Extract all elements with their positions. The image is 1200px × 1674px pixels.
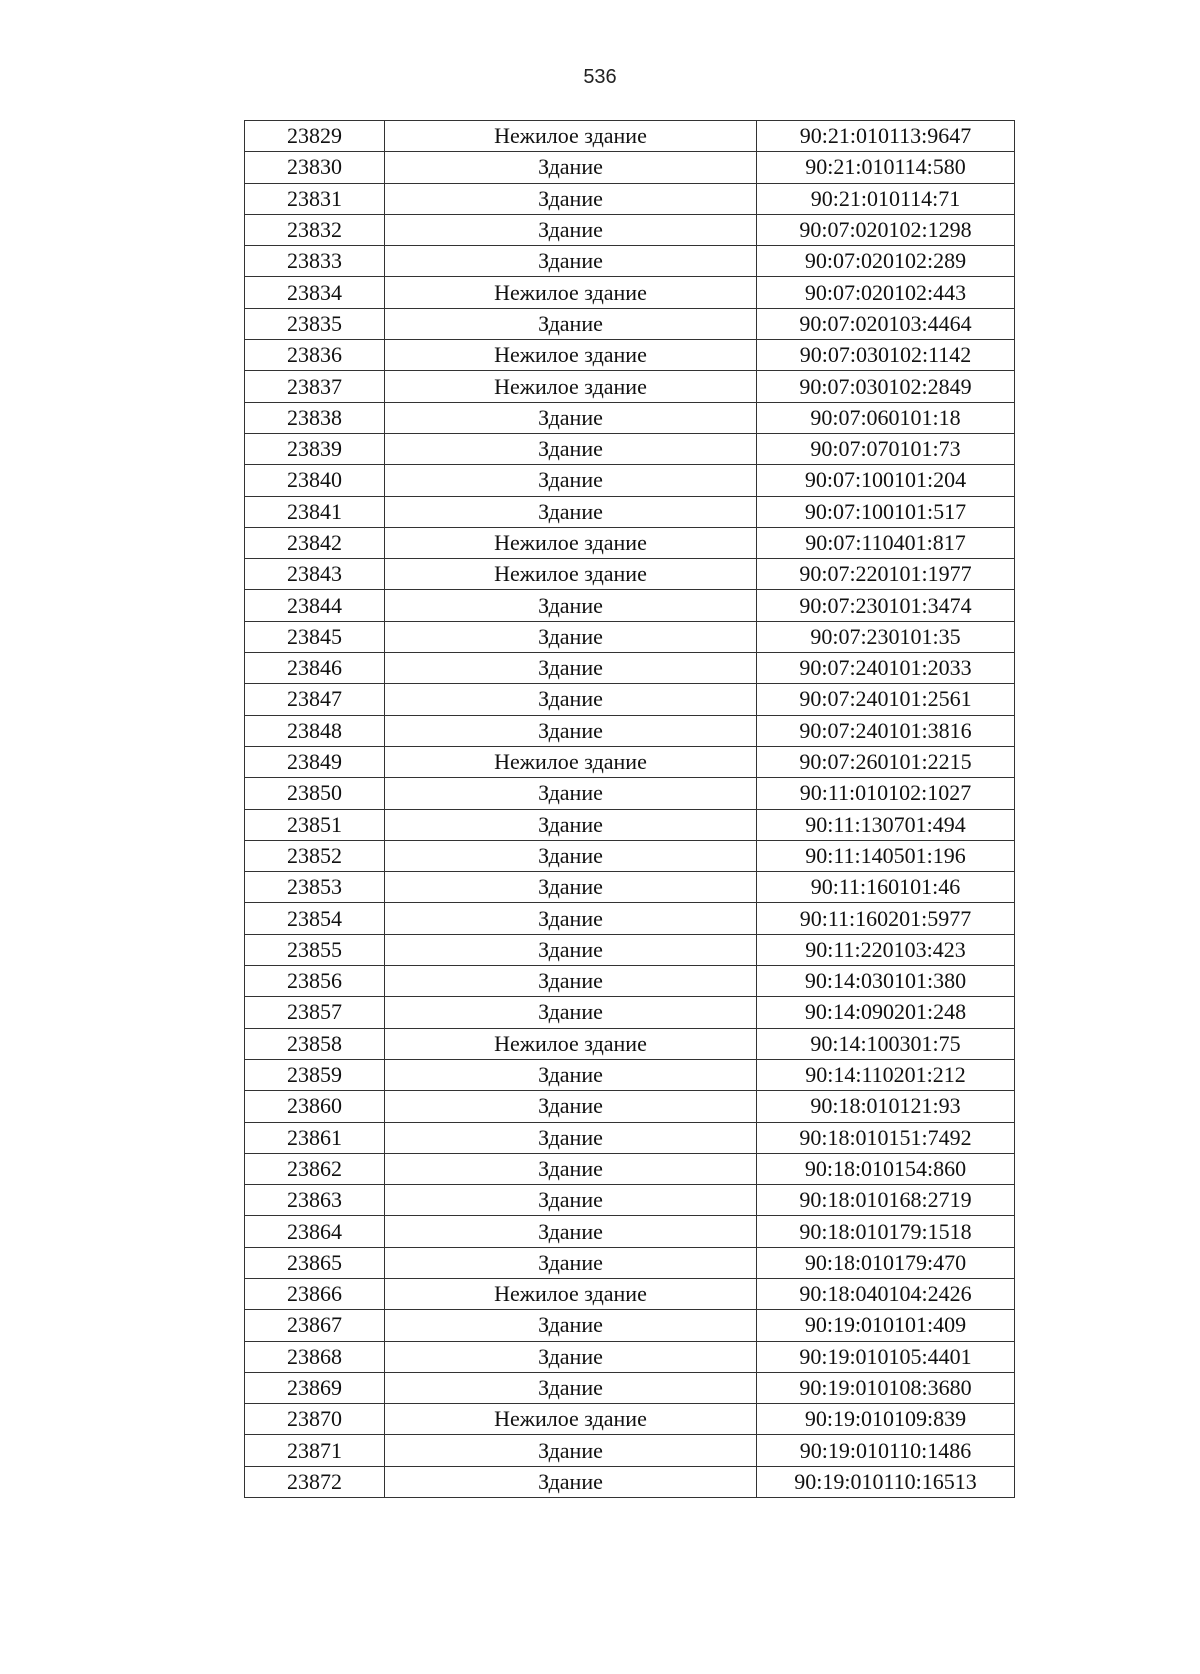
object-type-cell: Нежилое здание — [385, 559, 757, 590]
object-type-cell: Нежилое здание — [385, 277, 757, 308]
object-type-cell: Здание — [385, 809, 757, 840]
object-type-cell: Нежилое здание — [385, 371, 757, 402]
object-type-cell: Нежилое здание — [385, 1404, 757, 1435]
table-row — [245, 121, 1015, 152]
object-type-cell: Здание — [385, 715, 757, 746]
row-number-cell: 23866 — [245, 1278, 385, 1309]
object-type-cell: Здание — [385, 778, 757, 809]
object-type-cell: Здание — [385, 1341, 757, 1372]
table-row — [245, 966, 1015, 997]
row-number-cell: 23831 — [245, 183, 385, 214]
row-number-cell: 23835 — [245, 308, 385, 339]
table-row — [245, 934, 1015, 965]
row-number-cell: 23841 — [245, 496, 385, 527]
table-row — [245, 1278, 1015, 1309]
row-number-cell: 23844 — [245, 590, 385, 621]
registry-table-body — [245, 121, 1015, 1498]
object-type-cell: Нежилое здание — [385, 340, 757, 371]
row-number-cell: 23830 — [245, 152, 385, 183]
object-type-cell: Здание — [385, 997, 757, 1028]
row-number-cell: 23851 — [245, 809, 385, 840]
table-row — [245, 246, 1015, 277]
table-row — [245, 653, 1015, 684]
cadastral-number-cell: 90:07:230101:35 — [757, 621, 1015, 652]
row-number-cell: 23861 — [245, 1122, 385, 1153]
row-number-cell: 23852 — [245, 840, 385, 871]
object-type-cell: Нежилое здание — [385, 527, 757, 558]
table-row — [245, 1341, 1015, 1372]
row-number-cell: 23858 — [245, 1028, 385, 1059]
cadastral-number-cell: 90:18:010151:7492 — [757, 1122, 1015, 1153]
table-row — [245, 1185, 1015, 1216]
row-number-cell: 23855 — [245, 934, 385, 965]
object-type-cell: Здание — [385, 1185, 757, 1216]
cadastral-number-cell: 90:07:020102:1298 — [757, 214, 1015, 245]
table-row — [245, 590, 1015, 621]
row-number-cell: 23839 — [245, 433, 385, 464]
object-type-cell: Здание — [385, 402, 757, 433]
object-type-cell: Здание — [385, 433, 757, 464]
cadastral-number-cell: 90:07:020103:4464 — [757, 308, 1015, 339]
row-number-cell: 23843 — [245, 559, 385, 590]
object-type-cell: Здание — [385, 1247, 757, 1278]
row-number-cell: 23862 — [245, 1153, 385, 1184]
cadastral-number-cell: 90:07:100101:517 — [757, 496, 1015, 527]
object-type-cell: Здание — [385, 465, 757, 496]
row-number-cell: 23867 — [245, 1310, 385, 1341]
cadastral-number-cell: 90:07:060101:18 — [757, 402, 1015, 433]
cadastral-number-cell: 90:07:070101:73 — [757, 433, 1015, 464]
row-number-cell: 23863 — [245, 1185, 385, 1216]
object-type-cell: Нежилое здание — [385, 746, 757, 777]
row-number-cell: 23856 — [245, 966, 385, 997]
table-row — [245, 903, 1015, 934]
table-row — [245, 371, 1015, 402]
object-type-cell: Здание — [385, 684, 757, 715]
table-row — [245, 1091, 1015, 1122]
row-number-cell: 23850 — [245, 778, 385, 809]
row-number-cell: 23829 — [245, 121, 385, 152]
row-number-cell: 23846 — [245, 653, 385, 684]
table-row — [245, 340, 1015, 371]
table-row — [245, 778, 1015, 809]
object-type-cell: Здание — [385, 653, 757, 684]
row-number-cell: 23840 — [245, 465, 385, 496]
object-type-cell: Здание — [385, 1122, 757, 1153]
cadastral-number-cell: 90:21:010114:71 — [757, 183, 1015, 214]
table-row — [245, 1153, 1015, 1184]
table-row — [245, 152, 1015, 183]
cadastral-number-cell: 90:18:040104:2426 — [757, 1278, 1015, 1309]
table-row — [245, 809, 1015, 840]
cadastral-number-cell: 90:07:020102:443 — [757, 277, 1015, 308]
cadastral-number-cell: 90:18:010168:2719 — [757, 1185, 1015, 1216]
table-row — [245, 277, 1015, 308]
table-row — [245, 1435, 1015, 1466]
row-number-cell: 23854 — [245, 903, 385, 934]
object-type-cell: Здание — [385, 496, 757, 527]
cadastral-number-cell: 90:19:010109:839 — [757, 1404, 1015, 1435]
object-type-cell: Здание — [385, 590, 757, 621]
object-type-cell: Здание — [385, 966, 757, 997]
object-type-cell: Здание — [385, 1435, 757, 1466]
cadastral-number-cell: 90:07:240101:2033 — [757, 653, 1015, 684]
cadastral-number-cell: 90:07:100101:204 — [757, 465, 1015, 496]
cadastral-number-cell: 90:14:100301:75 — [757, 1028, 1015, 1059]
row-number-cell: 23868 — [245, 1341, 385, 1372]
object-type-cell: Здание — [385, 621, 757, 652]
row-number-cell: 23838 — [245, 402, 385, 433]
cadastral-number-cell: 90:07:030102:1142 — [757, 340, 1015, 371]
cadastral-number-cell: 90:19:010101:409 — [757, 1310, 1015, 1341]
object-type-cell: Здание — [385, 152, 757, 183]
table-row — [245, 1216, 1015, 1247]
table-row — [245, 715, 1015, 746]
object-type-cell: Здание — [385, 903, 757, 934]
table-row — [245, 465, 1015, 496]
row-number-cell: 23857 — [245, 997, 385, 1028]
table-row — [245, 840, 1015, 871]
table-row — [245, 746, 1015, 777]
cadastral-number-cell: 90:07:110401:817 — [757, 527, 1015, 558]
table-row — [245, 308, 1015, 339]
table-row — [245, 1404, 1015, 1435]
table-row — [245, 214, 1015, 245]
cadastral-number-cell: 90:21:010114:580 — [757, 152, 1015, 183]
table-row — [245, 527, 1015, 558]
table-row — [245, 1372, 1015, 1403]
cadastral-number-cell: 90:14:090201:248 — [757, 997, 1015, 1028]
object-type-cell: Здание — [385, 1372, 757, 1403]
object-type-cell: Здание — [385, 246, 757, 277]
row-number-cell: 23864 — [245, 1216, 385, 1247]
object-type-cell: Нежилое здание — [385, 1028, 757, 1059]
cadastral-number-cell: 90:19:010110:16513 — [757, 1466, 1015, 1497]
cadastral-number-cell: 90:21:010113:9647 — [757, 121, 1015, 152]
table-row — [245, 402, 1015, 433]
cadastral-number-cell: 90:18:010121:93 — [757, 1091, 1015, 1122]
object-type-cell: Здание — [385, 1466, 757, 1497]
row-number-cell: 23860 — [245, 1091, 385, 1122]
object-type-cell: Здание — [385, 308, 757, 339]
row-number-cell: 23853 — [245, 872, 385, 903]
table-row — [245, 872, 1015, 903]
cadastral-number-cell: 90:07:260101:2215 — [757, 746, 1015, 777]
object-type-cell: Здание — [385, 214, 757, 245]
cadastral-number-cell: 90:18:010179:470 — [757, 1247, 1015, 1278]
row-number-cell: 23848 — [245, 715, 385, 746]
cadastral-number-cell: 90:11:010102:1027 — [757, 778, 1015, 809]
cadastral-number-cell: 90:07:020102:289 — [757, 246, 1015, 277]
table-row — [245, 621, 1015, 652]
page-number: 536 — [583, 66, 617, 88]
object-type-cell: Здание — [385, 1216, 757, 1247]
cadastral-number-cell: 90:11:140501:196 — [757, 840, 1015, 871]
table-row — [245, 997, 1015, 1028]
cadastral-number-cell: 90:07:030102:2849 — [757, 371, 1015, 402]
object-type-cell: Нежилое здание — [385, 121, 757, 152]
table-row — [245, 1310, 1015, 1341]
table-row — [245, 1059, 1015, 1090]
object-type-cell: Нежилое здание — [385, 1278, 757, 1309]
row-number-cell: 23837 — [245, 371, 385, 402]
row-number-cell: 23842 — [245, 527, 385, 558]
table-row — [245, 183, 1015, 214]
object-type-cell: Здание — [385, 183, 757, 214]
table-row — [245, 1247, 1015, 1278]
table-row — [245, 433, 1015, 464]
registry-table — [244, 120, 1015, 1498]
cadastral-number-cell: 90:19:010108:3680 — [757, 1372, 1015, 1403]
cadastral-number-cell: 90:19:010105:4401 — [757, 1341, 1015, 1372]
row-number-cell: 23833 — [245, 246, 385, 277]
table-row — [245, 1028, 1015, 1059]
table-row — [245, 1122, 1015, 1153]
cadastral-number-cell: 90:11:220103:423 — [757, 934, 1015, 965]
row-number-cell: 23845 — [245, 621, 385, 652]
table-row — [245, 1466, 1015, 1497]
cadastral-number-cell: 90:07:240101:3816 — [757, 715, 1015, 746]
object-type-cell: Здание — [385, 872, 757, 903]
object-type-cell: Здание — [385, 840, 757, 871]
row-number-cell: 23871 — [245, 1435, 385, 1466]
table-row — [245, 496, 1015, 527]
cadastral-number-cell: 90:11:130701:494 — [757, 809, 1015, 840]
cadastral-number-cell: 90:07:230101:3474 — [757, 590, 1015, 621]
cadastral-number-cell: 90:07:240101:2561 — [757, 684, 1015, 715]
cadastral-number-cell: 90:11:160201:5977 — [757, 903, 1015, 934]
table-row — [245, 559, 1015, 590]
row-number-cell: 23870 — [245, 1404, 385, 1435]
row-number-cell: 23869 — [245, 1372, 385, 1403]
object-type-cell: Здание — [385, 934, 757, 965]
object-type-cell: Здание — [385, 1091, 757, 1122]
object-type-cell: Здание — [385, 1310, 757, 1341]
cadastral-number-cell: 90:19:010110:1486 — [757, 1435, 1015, 1466]
row-number-cell: 23847 — [245, 684, 385, 715]
row-number-cell: 23865 — [245, 1247, 385, 1278]
row-number-cell: 23859 — [245, 1059, 385, 1090]
cadastral-number-cell: 90:07:220101:1977 — [757, 559, 1015, 590]
cadastral-number-cell: 90:11:160101:46 — [757, 872, 1015, 903]
object-type-cell: Здание — [385, 1059, 757, 1090]
cadastral-number-cell: 90:14:110201:212 — [757, 1059, 1015, 1090]
cadastral-number-cell: 90:18:010179:1518 — [757, 1216, 1015, 1247]
table-row — [245, 684, 1015, 715]
row-number-cell: 23832 — [245, 214, 385, 245]
cadastral-number-cell: 90:18:010154:860 — [757, 1153, 1015, 1184]
row-number-cell: 23872 — [245, 1466, 385, 1497]
row-number-cell: 23836 — [245, 340, 385, 371]
row-number-cell: 23834 — [245, 277, 385, 308]
row-number-cell: 23849 — [245, 746, 385, 777]
object-type-cell: Здание — [385, 1153, 757, 1184]
cadastral-number-cell: 90:14:030101:380 — [757, 966, 1015, 997]
